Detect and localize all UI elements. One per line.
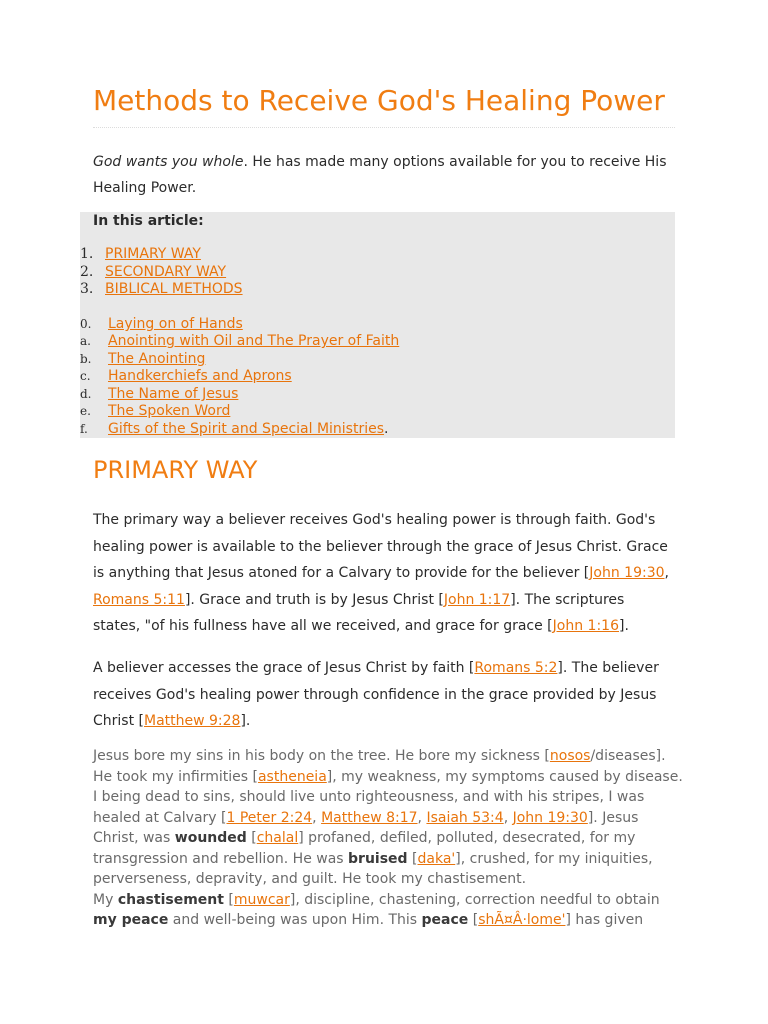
paragraph-text: [ [223, 891, 234, 908]
table-of-contents [80, 212, 675, 438]
intro-paragraph [93, 149, 675, 201]
word-link-astheneia[interactable]: astheneia [257, 768, 327, 785]
toc-link-primary-way[interactable]: PRIMARY WAY [105, 246, 201, 262]
toc-item-primary-way [80, 246, 201, 263]
bold-term: peace [421, 912, 469, 928]
paragraph-text: and well-being was upon Him. This [168, 912, 422, 928]
toc-link-handkerchiefs[interactable]: Handkerchiefs and Aprons [108, 368, 292, 384]
paragraph-text: ]. The believer receives God's healing power through confidence in the grace provided by Jesus Christ [ [93, 660, 659, 729]
toc-link-name-of-jesus[interactable]: The Name of Jesus [108, 386, 239, 402]
toc-link-spoken-word[interactable]: The Spoken Word [108, 403, 231, 419]
paragraph-text: , [503, 809, 513, 826]
title-divider [93, 127, 675, 128]
paragraph-text: Jesus bore my sins in his body on the tree. He bore my sickness [ [93, 748, 550, 764]
word-link-chalal[interactable]: chalal [256, 830, 299, 846]
toc-subitem-letter: a. [80, 334, 91, 348]
page-title: Methods to Receive God's Healing Power [93, 84, 665, 117]
paragraph-text: ]. The scriptures states, "of his fullness have all we received, and grace for grace [ [93, 591, 625, 634]
intro-text: . He has made many options available for you to receive His Healing Power. [93, 154, 667, 196]
toc-subitem-spoken-word [80, 403, 230, 420]
paragraph-text: , [417, 809, 427, 826]
toc-subitem-laying-on-of-hands [80, 316, 243, 333]
paragraph-text: ] profaned, defiled, polluted, desecrated, for my transgression and rebellion. He was [93, 830, 636, 867]
paragraph-text: ]. [619, 618, 629, 634]
toc-item-secondary-way [80, 264, 226, 281]
toc-item-number: 3. [80, 281, 94, 297]
word-link-daka[interactable]: daka' [417, 850, 456, 867]
paragraph-text: [ [468, 912, 479, 928]
toc-subitem-letter: f. [80, 422, 88, 436]
paragraph-text: ] has given [565, 912, 644, 928]
toc-heading: In this article: [93, 213, 204, 229]
bold-term: chastisement [117, 891, 224, 908]
paragraph-text: My [93, 891, 118, 908]
word-link-muwcar[interactable]: muwcar [233, 891, 290, 908]
ref-link-romans-5-2[interactable]: Romans 5:2 [474, 660, 558, 676]
paragraph-text: ]. Grace and truth is by Jesus Christ [ [184, 591, 444, 608]
toc-link-gifts-of-the-spirit[interactable]: Gifts of the Spirit and Special Ministries [108, 421, 385, 437]
paragraph-faith [93, 655, 675, 735]
paragraph-text: ]. [240, 713, 251, 729]
paragraph-text: ]. Jesus Christ, was [93, 809, 639, 846]
section-heading-primary-way: PRIMARY WAY [93, 456, 258, 484]
ref-link-matthew-8-17[interactable]: Matthew 8:17 [321, 809, 418, 826]
toc-item-biblical-methods [80, 281, 243, 298]
paragraph-text: The primary way a believer receives God's healing power is through faith. God's healing power is available to the believer through the grace of Jesus Christ. Grace is anything that Jesus atoned for a Calvary to provide for the believer [ [93, 512, 668, 581]
paragraph-text: [ [407, 850, 418, 867]
ref-link-isaiah-53-4[interactable]: Isaiah 53:4 [426, 809, 504, 826]
paragraph-text: ], discipline, chastening, correction needful to obtain [289, 891, 660, 908]
intro-emphasis: God wants you whole [93, 154, 244, 170]
toc-subitem-anointing-with-oil [80, 333, 399, 350]
paragraph-text: [ [246, 830, 257, 846]
toc-subitem-handkerchiefs [80, 368, 292, 385]
toc-subitem-letter: d. [80, 387, 92, 401]
toc-link-biblical-methods[interactable]: BIBLICAL METHODS [105, 281, 243, 297]
toc-link-the-anointing[interactable]: The Anointing [108, 351, 206, 367]
bold-term: bruised [348, 850, 408, 867]
ref-link-john-19-30-b[interactable]: John 19:30 [512, 809, 588, 826]
paragraph-healing-atonement [93, 746, 683, 931]
toc-subitem-letter: e. [80, 404, 91, 418]
bold-term: my peace [93, 912, 169, 928]
paragraph-grace [93, 507, 675, 640]
word-link-shalom[interactable]: shÃ¤Â·lome' [478, 912, 566, 928]
ref-link-matthew-9-28[interactable]: Matthew 9:28 [144, 713, 241, 729]
paragraph-text: , [312, 809, 322, 826]
toc-subitem-gifts-of-the-spirit [80, 421, 388, 438]
toc-subitem-letter: c. [80, 369, 91, 383]
toc-link-secondary-way[interactable]: SECONDARY WAY [105, 264, 227, 280]
paragraph-text: ], crushed, for my iniquities, perverseness, depravity, and guilt. He took my chastisement. [93, 850, 653, 887]
toc-subitem-name-of-jesus [80, 386, 238, 403]
ref-link-1-peter-2-24[interactable]: 1 Peter 2:24 [226, 809, 313, 826]
paragraph-text: /diseases]. He took my infirmities [ [93, 748, 666, 785]
toc-subitem-letter: b. [80, 352, 92, 366]
ref-link-romans-5-11[interactable]: Romans 5:11 [93, 591, 185, 608]
paragraph-text: , [664, 565, 669, 581]
toc-item-number: 2. [80, 264, 94, 280]
ref-link-john-1-17[interactable]: John 1:17 [443, 591, 511, 608]
toc-link-anointing-with-oil[interactable]: Anointing with Oil and The Prayer of Faith [108, 333, 400, 349]
bold-term: wounded [174, 830, 247, 846]
word-link-nosos[interactable]: nosos [549, 748, 591, 764]
toc-link-laying-on-of-hands[interactable]: Laying on of Hands [108, 316, 243, 332]
toc-subitem-the-anointing [80, 351, 205, 368]
paragraph-text: A believer accesses the grace of Jesus Christ by faith [ [93, 660, 475, 676]
ref-link-john-19-30[interactable]: John 19:30 [589, 565, 665, 581]
toc-item-number: 1. [80, 246, 94, 262]
toc-subitem-letter: 0. [80, 317, 92, 331]
paragraph-text: ], my weakness, my symptoms caused by disease. I being dead to sins, should live unto righteousness, and with his stripes, I was healed at Calvary [ [93, 768, 683, 826]
ref-link-john-1-16[interactable]: John 1:16 [552, 618, 619, 634]
toc-trailing-period: . [384, 421, 389, 437]
